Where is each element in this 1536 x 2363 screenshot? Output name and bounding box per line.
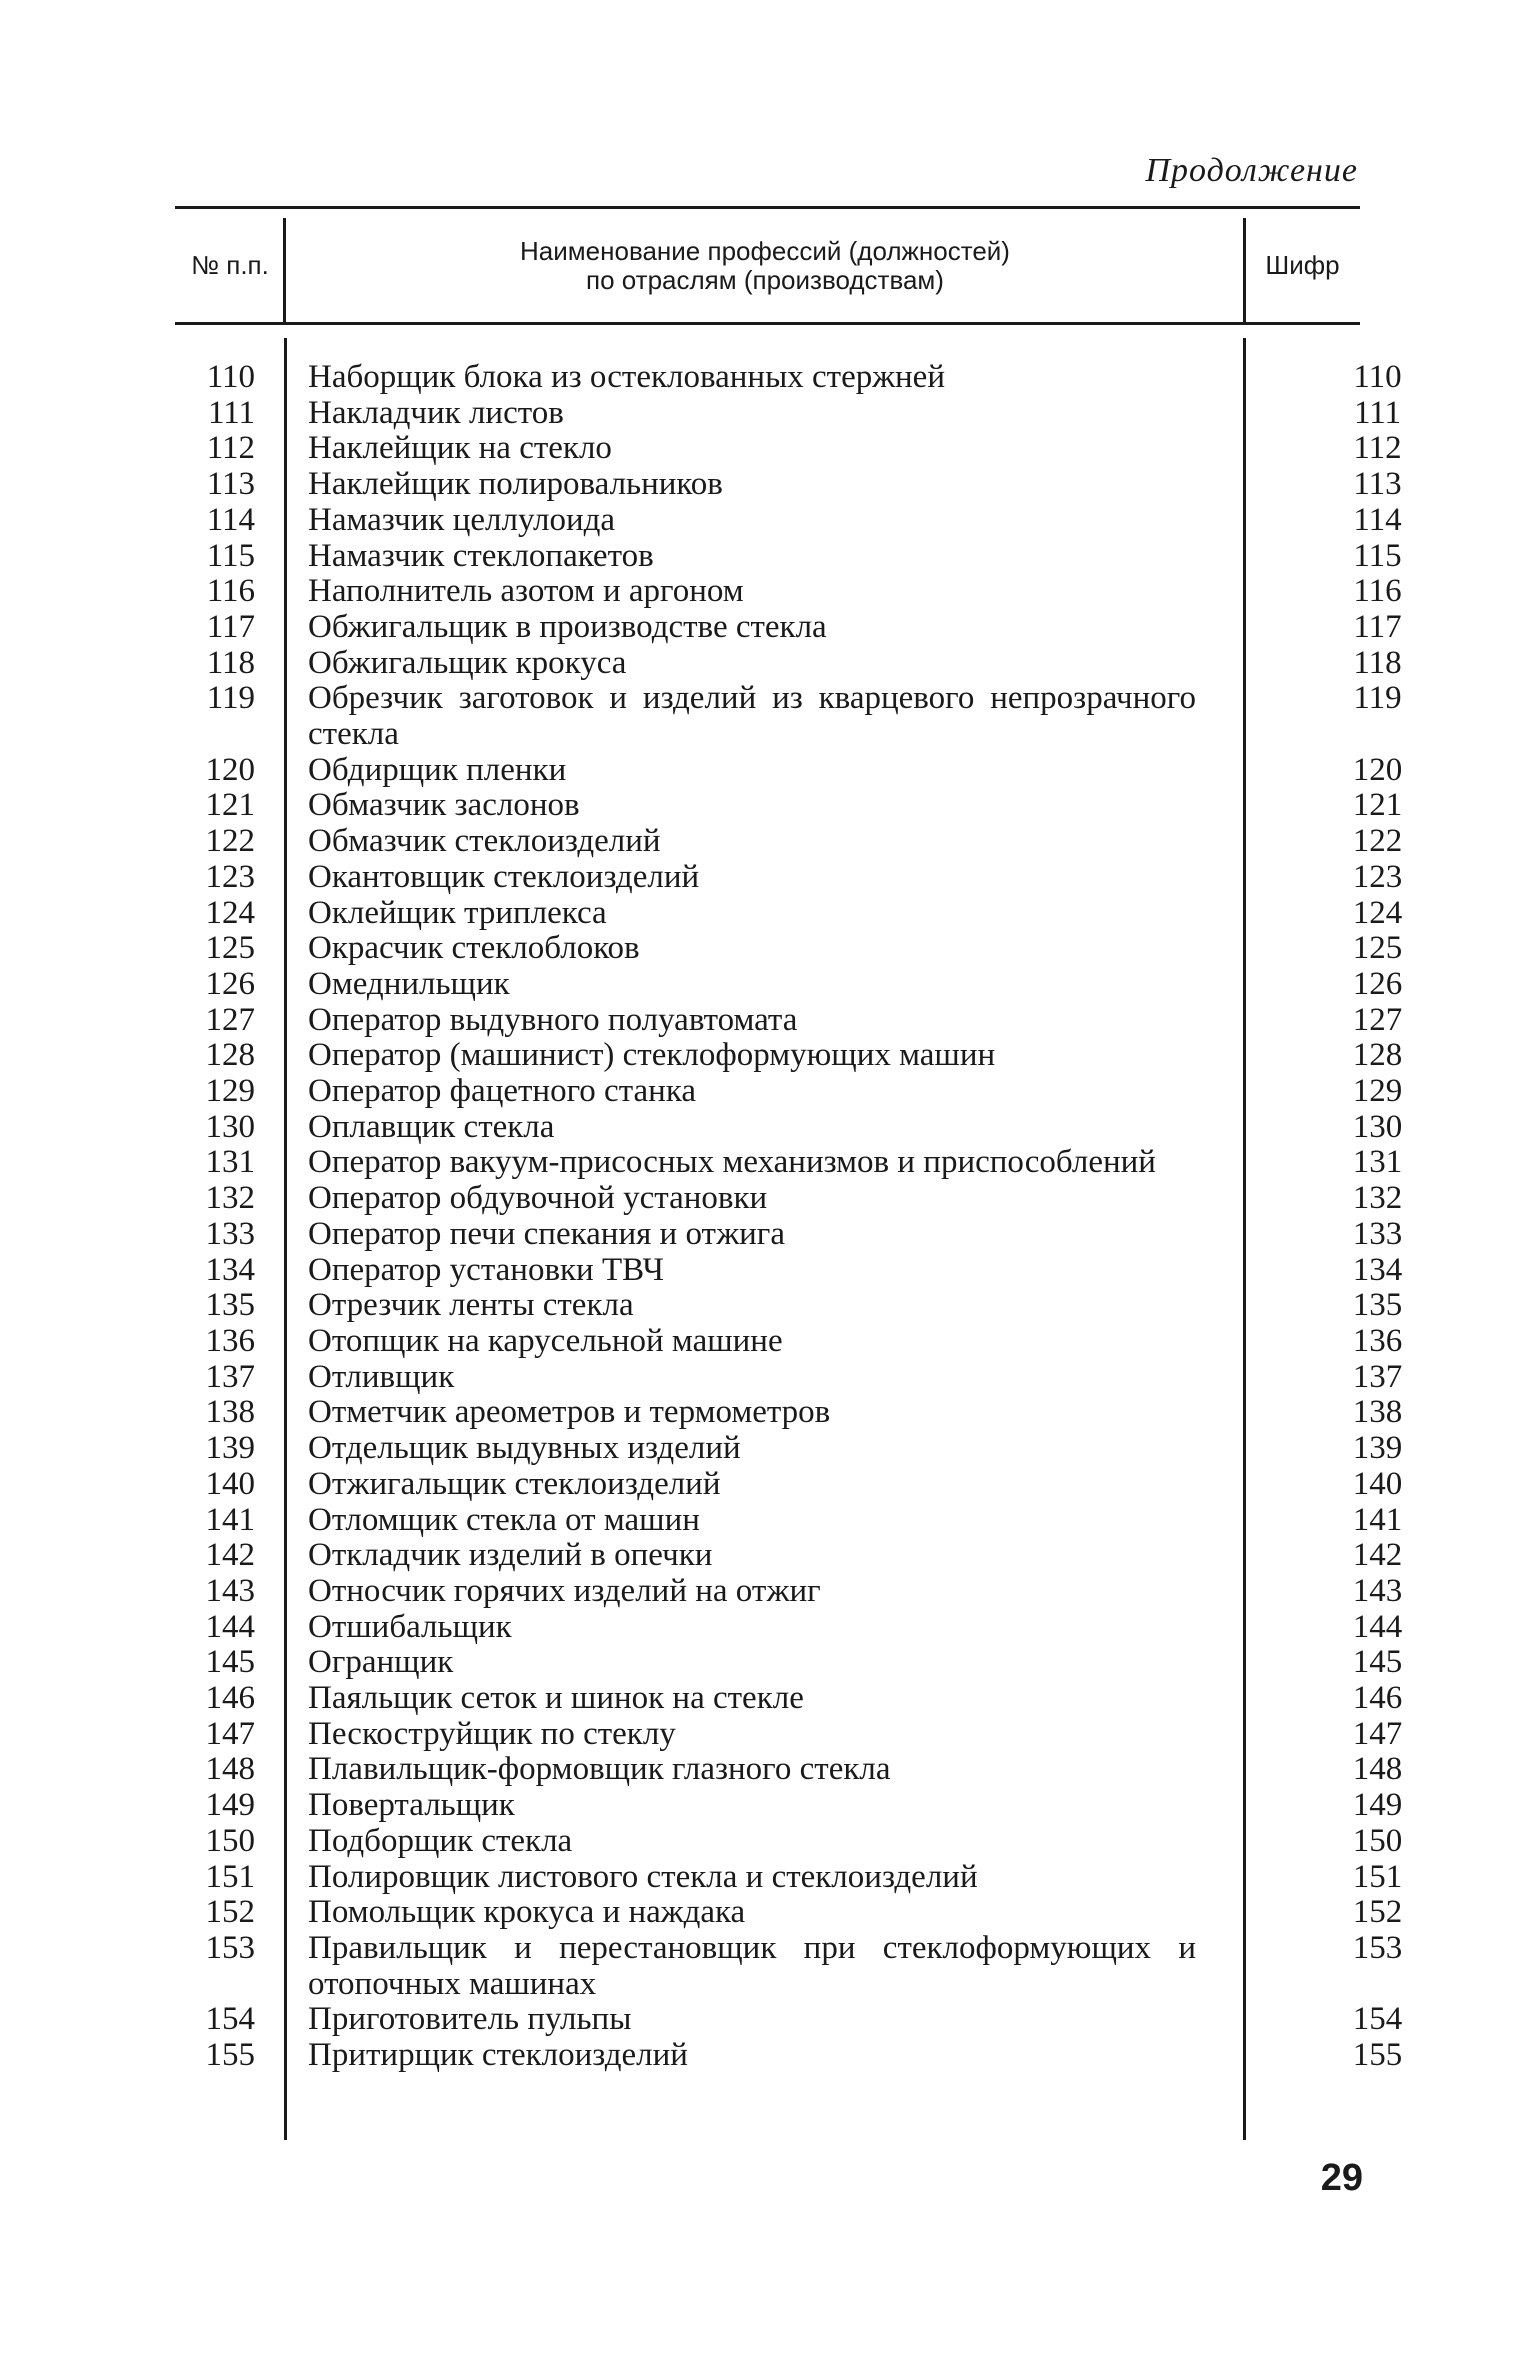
profession-code: 130 bbox=[1352, 1108, 1403, 1145]
profession-name: Обжигальщик в производстве стекла bbox=[308, 608, 827, 645]
profession-name: Наполнитель азотом и аргоном bbox=[308, 573, 744, 610]
column-divider bbox=[1243, 218, 1246, 322]
table-row bbox=[175, 501, 1402, 539]
profession-name: Обдирщик пленки bbox=[308, 751, 567, 788]
profession-name: Обмазчик заслонов bbox=[308, 787, 580, 824]
table-row bbox=[175, 1394, 1403, 1431]
table-row bbox=[175, 1680, 1403, 1717]
profession-code: 125 bbox=[1352, 930, 1403, 967]
table-row bbox=[175, 2037, 1403, 2074]
row-number: 124 bbox=[205, 894, 255, 931]
profession-code: 126 bbox=[1352, 965, 1403, 1002]
continuation-label: Продолжение bbox=[1145, 152, 1358, 189]
profession-name: Окантовщик стеклоизделий bbox=[308, 858, 700, 895]
table-row bbox=[175, 1001, 1403, 1039]
profession-code: 155 bbox=[1352, 2037, 1403, 2074]
profession-code: 154 bbox=[1352, 2001, 1403, 2038]
table-row bbox=[175, 1037, 1403, 1074]
table-row bbox=[175, 1465, 1403, 1503]
table-row bbox=[175, 930, 1403, 967]
profession-name: Обрезчик заготовок и изделий из кварцевого непрозрачного стекла bbox=[308, 680, 1196, 753]
profession-code: 112 bbox=[1353, 430, 1402, 467]
profession-name: Намазчик стеклопакетов bbox=[308, 537, 654, 574]
profession-name: Омеднильщик bbox=[308, 965, 510, 1002]
row-number: 133 bbox=[205, 1215, 255, 1252]
profession-code: 136 bbox=[1352, 1322, 1403, 1359]
row-number: 115 bbox=[206, 537, 255, 574]
profession-code: 113 bbox=[1353, 466, 1402, 503]
profession-name: Отжигальщик стеклоизделий bbox=[308, 1465, 721, 1502]
table-row bbox=[175, 1715, 1403, 1753]
profession-name: Наклейщик на стекло bbox=[308, 430, 612, 467]
profession-code: 129 bbox=[1352, 1073, 1403, 1110]
column-header-name-line1: Наименование профессий (должностей) bbox=[520, 235, 1010, 266]
row-number: 145 bbox=[205, 1644, 255, 1681]
profession-code: 140 bbox=[1352, 1465, 1403, 1502]
profession-code: 152 bbox=[1352, 1894, 1403, 1931]
row-number: 143 bbox=[205, 1572, 255, 1609]
table-row bbox=[175, 430, 1402, 467]
row-number: 114 bbox=[206, 501, 255, 538]
table-row bbox=[175, 1322, 1403, 1360]
row-number: 152 bbox=[205, 1894, 255, 1931]
profession-name: Оператор (машинист) стеклоформующих машин bbox=[308, 1037, 996, 1074]
row-number: 132 bbox=[205, 1180, 255, 1217]
row-number: 130 bbox=[205, 1108, 255, 1145]
profession-code: 132 bbox=[1352, 1180, 1403, 1217]
row-number: 142 bbox=[205, 1537, 255, 1574]
profession-code: 116 bbox=[1353, 573, 1402, 610]
row-number: 119 bbox=[206, 680, 255, 717]
row-number: 116 bbox=[206, 573, 255, 610]
profession-code: 150 bbox=[1352, 1822, 1403, 1859]
table-row bbox=[175, 823, 1403, 860]
profession-name: Обмазчик стеклоизделий bbox=[308, 823, 661, 860]
profession-name: Отливщик bbox=[308, 1358, 455, 1395]
table-row bbox=[175, 1787, 1403, 1824]
row-number: 135 bbox=[205, 1287, 255, 1324]
table-row bbox=[175, 573, 1402, 610]
profession-name: Притирщик стеклоизделий bbox=[308, 2037, 688, 2074]
table-row bbox=[175, 1929, 1403, 2002]
profession-name: Отрезчик ленты стекла bbox=[308, 1287, 634, 1324]
table-row bbox=[175, 858, 1403, 896]
profession-name: Отопщик на карусельной машине bbox=[308, 1322, 783, 1359]
table-row bbox=[175, 1501, 1403, 1539]
profession-name: Паяльщик сеток и шинок на стекле bbox=[308, 1680, 804, 1717]
profession-name: Помольщик крокуса и наждака bbox=[308, 1894, 746, 1931]
profession-code: 131 bbox=[1352, 1144, 1403, 1181]
profession-name: Отшибальщик bbox=[308, 1608, 512, 1645]
row-number: 122 bbox=[205, 823, 255, 860]
profession-name: Оператор выдувного полуавтомата bbox=[308, 1001, 798, 1038]
table-row bbox=[175, 1251, 1403, 1289]
row-number: 120 bbox=[205, 751, 255, 788]
table-row bbox=[175, 1537, 1403, 1574]
profession-code: 143 bbox=[1352, 1572, 1403, 1609]
table-row bbox=[175, 359, 1402, 396]
profession-name: Наклейщик полировальников bbox=[308, 466, 723, 503]
profession-name: Оператор вакуум-присосных механизмов и приспособлений bbox=[308, 1144, 1156, 1181]
profession-name: Отломщик стекла от машин bbox=[308, 1501, 700, 1538]
profession-name: Накладчик листов bbox=[308, 394, 564, 431]
profession-name: Обжигальщик крокуса bbox=[308, 644, 627, 681]
profession-table-body bbox=[175, 359, 1403, 2074]
profession-code: 137 bbox=[1352, 1358, 1403, 1395]
table-row bbox=[175, 894, 1403, 932]
profession-code: 141 bbox=[1352, 1501, 1403, 1538]
row-number: 137 bbox=[205, 1358, 255, 1395]
table-row bbox=[175, 2001, 1403, 2038]
table-row bbox=[175, 1287, 1403, 1324]
table-row bbox=[175, 1358, 1403, 1396]
table-row bbox=[175, 680, 1402, 753]
table-row bbox=[175, 394, 1402, 432]
row-number: 129 bbox=[205, 1073, 255, 1110]
profession-name: Откладчик изделий в опечки bbox=[308, 1537, 713, 1574]
table-row bbox=[175, 1215, 1403, 1253]
profession-name: Намазчик целлулоида bbox=[308, 501, 616, 538]
profession-name: Пескоструйщик по стеклу bbox=[308, 1715, 676, 1752]
table-row bbox=[175, 1430, 1403, 1467]
profession-code: 114 bbox=[1353, 501, 1402, 538]
profession-name: Правильщик и перестановщик при стеклоформующих и отопочных машинах bbox=[308, 1929, 1196, 2002]
profession-code: 120 bbox=[1352, 751, 1403, 788]
profession-code: 153 bbox=[1352, 1929, 1403, 1966]
profession-name: Относчик горячих изделий на отжиг bbox=[308, 1572, 821, 1609]
table-row bbox=[175, 1073, 1403, 1110]
row-number: 128 bbox=[205, 1037, 255, 1074]
profession-code: 149 bbox=[1352, 1787, 1403, 1824]
table-row bbox=[175, 1751, 1403, 1788]
profession-name: Полировщик листового стекла и стеклоизделий bbox=[308, 1858, 978, 1895]
profession-name: Оператор обдувочной установки bbox=[308, 1180, 768, 1217]
table-row bbox=[175, 608, 1402, 646]
profession-name: Окрасчик стеклоблоков bbox=[308, 930, 640, 967]
column-header-number: № п.п. bbox=[191, 250, 269, 280]
row-number: 151 bbox=[205, 1858, 255, 1895]
profession-name: Оклейщик триплекса bbox=[308, 894, 607, 931]
row-number: 121 bbox=[205, 787, 255, 824]
profession-code: 128 bbox=[1352, 1037, 1403, 1074]
profession-name: Повертальщик bbox=[308, 1787, 515, 1824]
table-row bbox=[175, 1180, 1403, 1217]
profession-name: Оператор установки ТВЧ bbox=[308, 1251, 664, 1288]
row-number: 118 bbox=[206, 644, 255, 681]
table-row bbox=[175, 1822, 1403, 1860]
row-number: 150 bbox=[205, 1822, 255, 1859]
profession-code: 115 bbox=[1353, 537, 1402, 574]
profession-code: 135 bbox=[1352, 1287, 1403, 1324]
profession-code: 133 bbox=[1352, 1215, 1403, 1252]
column-header-name bbox=[285, 209, 1245, 322]
profession-code: 146 bbox=[1352, 1680, 1403, 1717]
table-row bbox=[175, 1858, 1403, 1896]
row-number: 111 bbox=[207, 394, 255, 431]
table-row bbox=[175, 644, 1402, 682]
profession-code: 110 bbox=[1353, 359, 1402, 395]
profession-code: 134 bbox=[1352, 1251, 1403, 1288]
profession-code: 127 bbox=[1352, 1001, 1403, 1038]
table-row bbox=[175, 1108, 1403, 1146]
profession-code: 139 bbox=[1352, 1430, 1403, 1467]
row-number: 147 bbox=[205, 1715, 255, 1752]
profession-code: 142 bbox=[1352, 1537, 1403, 1574]
row-number: 110 bbox=[206, 359, 255, 395]
profession-name: Оператор фацетного станка bbox=[308, 1073, 697, 1110]
profession-code: 118 bbox=[1353, 644, 1402, 681]
profession-code: 124 bbox=[1352, 894, 1403, 931]
table-row bbox=[175, 1644, 1403, 1681]
profession-code: 119 bbox=[1353, 680, 1402, 717]
profession-name: Наборщик блока из остеклованных стержней bbox=[308, 359, 945, 395]
row-number: 113 bbox=[206, 466, 255, 503]
row-number: 126 bbox=[205, 965, 255, 1002]
row-number: 136 bbox=[205, 1322, 255, 1359]
profession-name: Отдельщик выдувных изделий bbox=[308, 1430, 741, 1467]
profession-name: Плавильщик-формовщик глазного стекла bbox=[308, 1751, 891, 1788]
profession-name: Огранщик bbox=[308, 1644, 454, 1681]
row-number: 148 bbox=[205, 1751, 255, 1788]
profession-code: 145 bbox=[1352, 1644, 1403, 1681]
table-row bbox=[175, 1608, 1403, 1646]
page-number: 29 bbox=[1320, 2157, 1363, 2199]
column-header-name-line2: по отраслям (производствам) bbox=[586, 264, 944, 295]
table-row bbox=[175, 466, 1402, 503]
row-number: 134 bbox=[205, 1251, 255, 1288]
profession-code: 151 bbox=[1352, 1858, 1403, 1895]
table-row bbox=[175, 751, 1403, 789]
row-number: 139 bbox=[205, 1430, 255, 1467]
profession-name: Подборщик стекла bbox=[308, 1822, 573, 1859]
profession-code: 138 bbox=[1352, 1394, 1403, 1431]
table-row bbox=[175, 1144, 1403, 1181]
table-row bbox=[175, 1572, 1403, 1610]
row-number: 144 bbox=[205, 1608, 255, 1645]
row-number: 117 bbox=[206, 608, 255, 645]
profession-code: 111 bbox=[1353, 394, 1402, 431]
table-row bbox=[175, 965, 1403, 1003]
profession-name: Оператор печи спекания и отжига bbox=[308, 1215, 785, 1252]
table-row bbox=[175, 1894, 1403, 1931]
row-number: 141 bbox=[205, 1501, 255, 1538]
profession-name: Отметчик ареометров и термометров bbox=[308, 1394, 831, 1431]
row-number: 140 bbox=[205, 1465, 255, 1502]
profession-name: Оплавщик стекла bbox=[308, 1108, 555, 1145]
table-row bbox=[175, 787, 1403, 824]
profession-code: 144 bbox=[1352, 1608, 1403, 1645]
profession-code: 121 bbox=[1352, 787, 1403, 824]
table-header-rule bbox=[175, 322, 1360, 325]
row-number: 153 bbox=[205, 1929, 255, 1966]
row-number: 149 bbox=[205, 1787, 255, 1824]
row-number: 125 bbox=[205, 930, 255, 967]
row-number: 154 bbox=[205, 2001, 255, 2038]
row-number: 123 bbox=[205, 858, 255, 895]
column-divider bbox=[283, 218, 286, 322]
profession-code: 117 bbox=[1353, 608, 1402, 645]
row-number: 112 bbox=[206, 430, 255, 467]
row-number: 127 bbox=[205, 1001, 255, 1038]
profession-code: 122 bbox=[1352, 823, 1403, 860]
table-row bbox=[175, 537, 1402, 575]
profession-code: 147 bbox=[1352, 1715, 1403, 1752]
column-header-code: Шифр bbox=[1265, 250, 1340, 280]
profession-code: 123 bbox=[1352, 858, 1403, 895]
row-number: 131 bbox=[205, 1144, 255, 1181]
profession-name: Приготовитель пульпы bbox=[308, 2001, 632, 2038]
row-number: 138 bbox=[205, 1394, 255, 1431]
row-number: 155 bbox=[205, 2037, 255, 2074]
profession-code: 148 bbox=[1352, 1751, 1403, 1788]
row-number: 146 bbox=[205, 1680, 255, 1717]
